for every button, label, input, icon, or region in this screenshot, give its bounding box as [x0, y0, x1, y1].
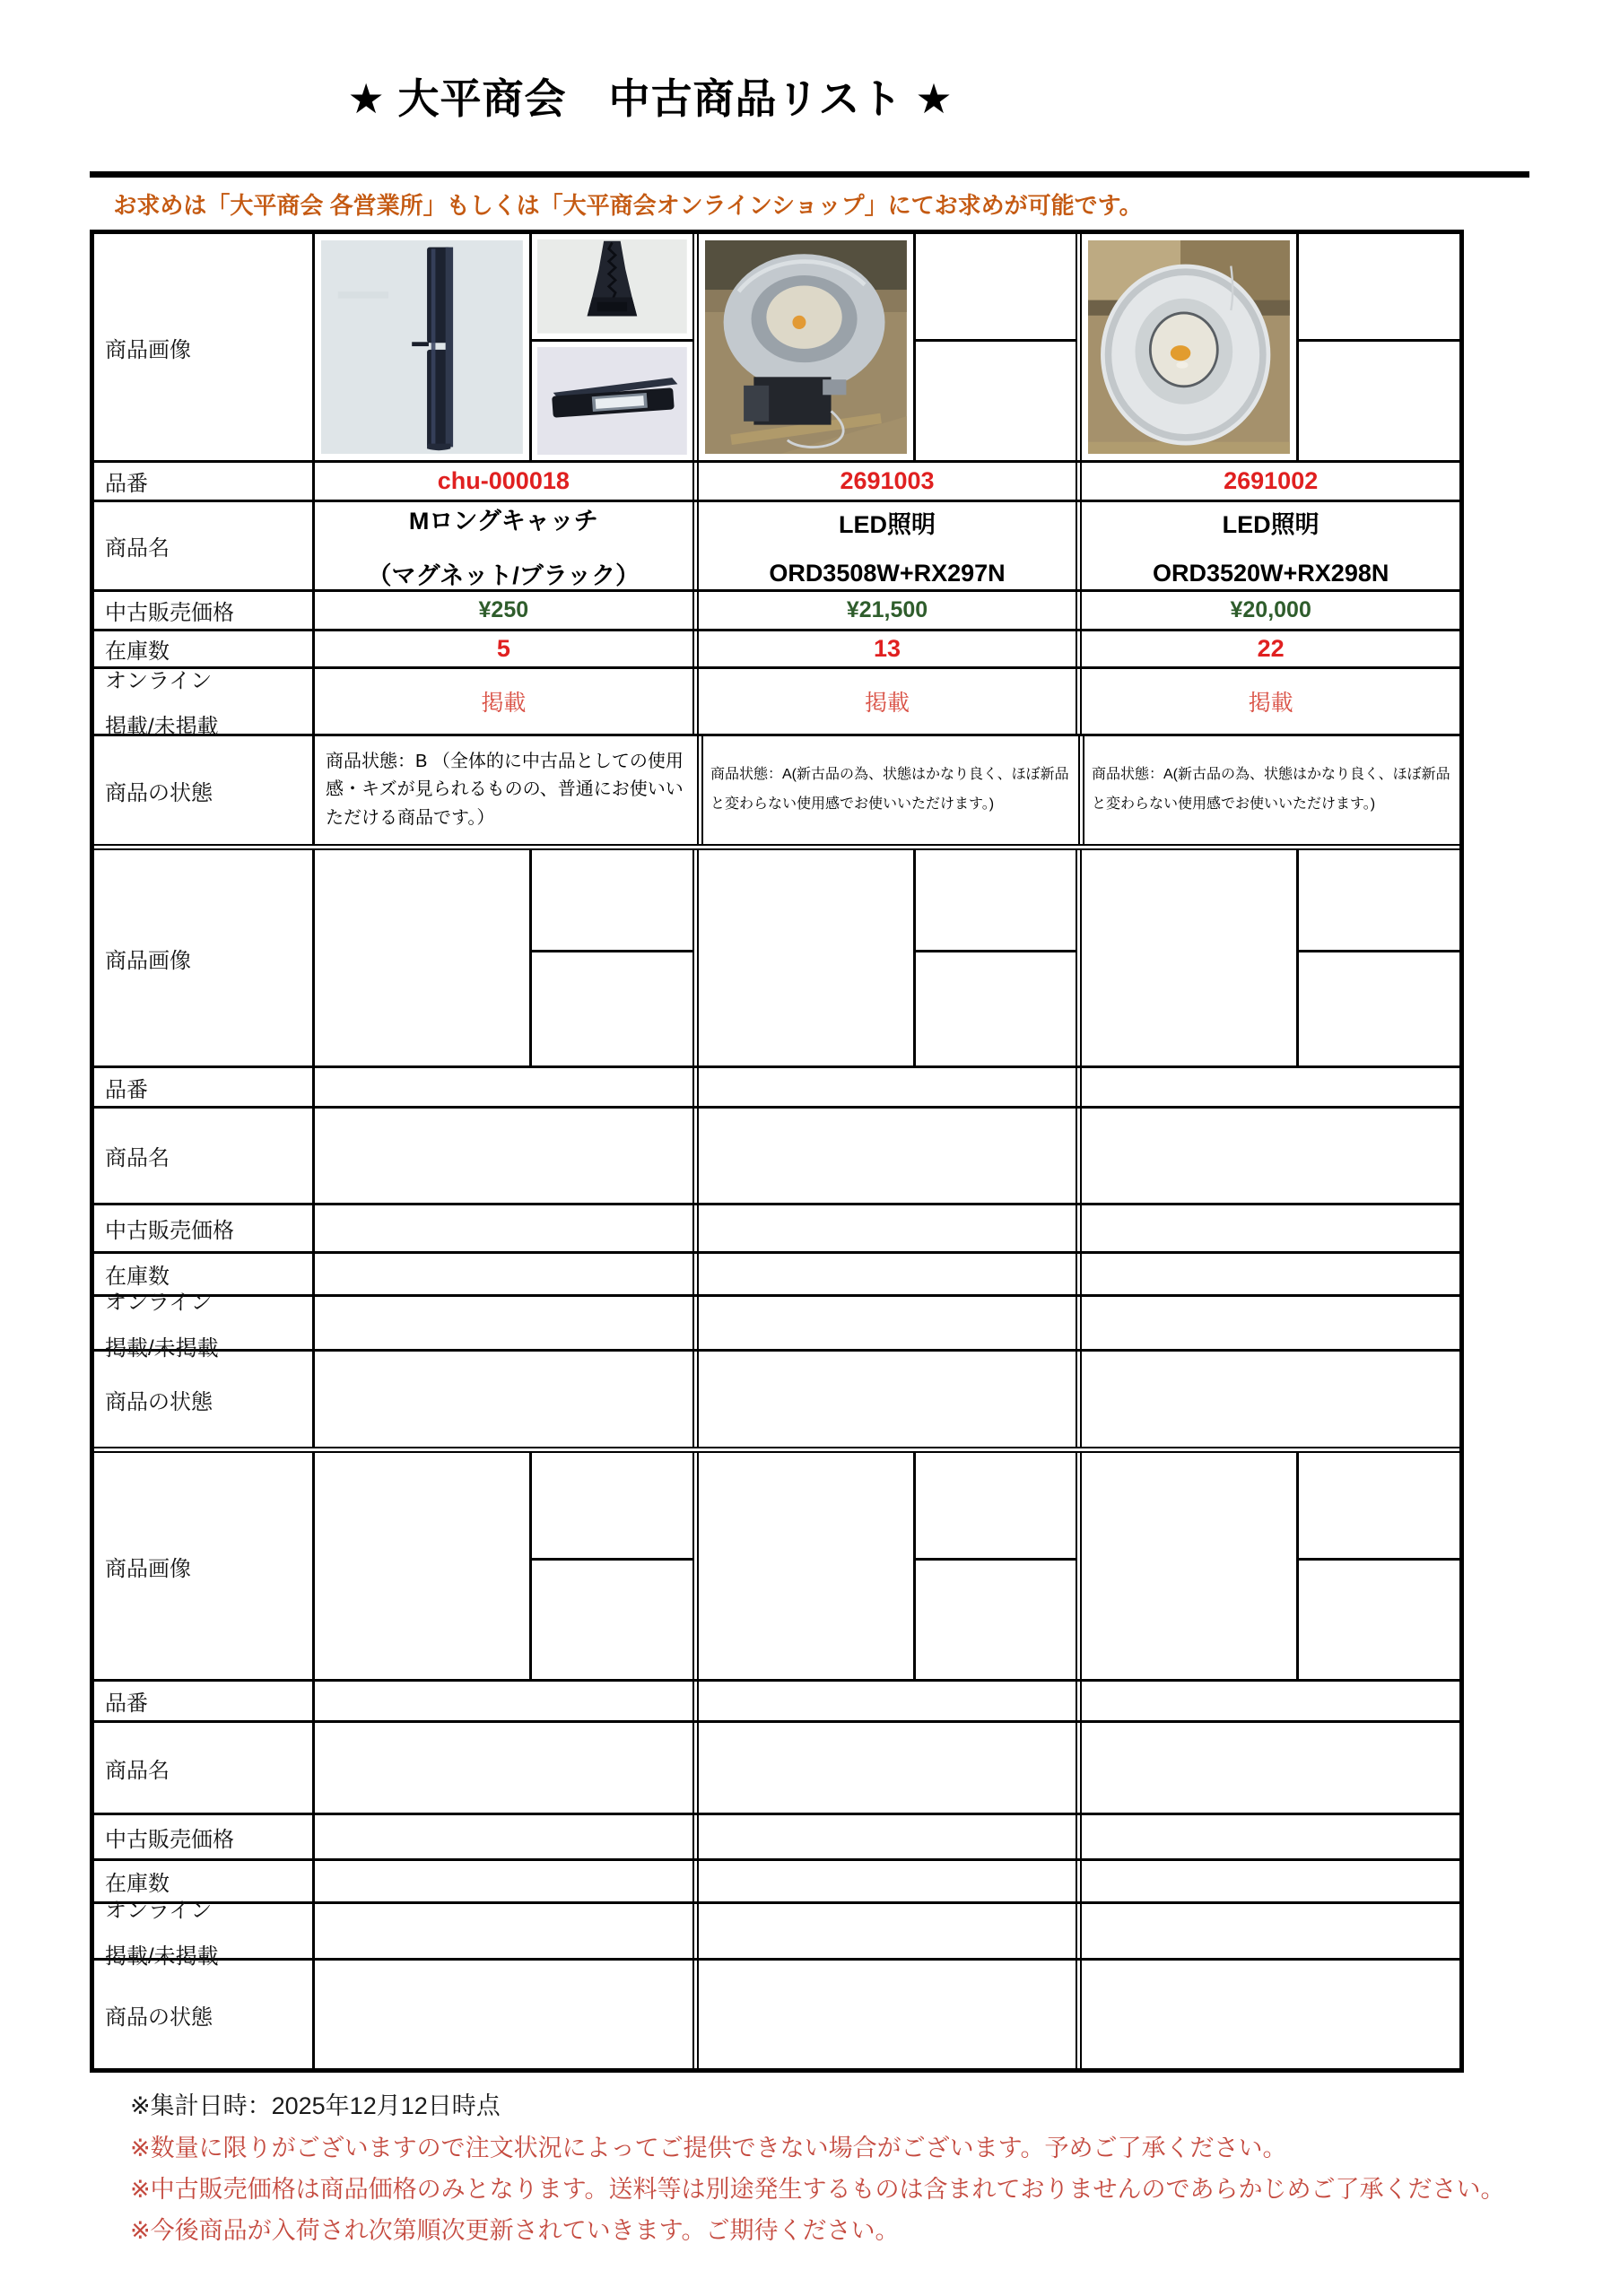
- empty-photo-cell: [1082, 1453, 1299, 1679]
- product2-image-top-empty: [916, 234, 1076, 342]
- empty-cell: [1076, 1205, 1459, 1251]
- empty-cell: [312, 1815, 692, 1858]
- row-part-no-1: [94, 460, 1459, 500]
- magnet-catch-long-bar-photo: [315, 234, 532, 460]
- empty-cell: [1076, 1254, 1459, 1294]
- empty-cell: [692, 1205, 1076, 1251]
- catch-end-view-photo: [532, 234, 692, 342]
- product-name-line2: ORD3520W+RX298N: [1152, 559, 1389, 587]
- row-label-name: 商品名: [105, 1758, 170, 1783]
- product-name-line1: LED照明: [839, 510, 936, 538]
- footer-note-date: ※集計日時：2025年12月12日時点: [130, 2092, 501, 2119]
- empty-photo-cell: [532, 1561, 692, 1679]
- row-part-no-2: [94, 1065, 1459, 1106]
- row-label-condition: 商品の状態: [105, 780, 213, 805]
- product2-image-grid: [699, 234, 1076, 460]
- magnet-clip-photo: [537, 347, 687, 455]
- empty-cell: [692, 1109, 1076, 1203]
- empty-image-cell: [312, 850, 692, 1065]
- empty-cell: [692, 1904, 1076, 1958]
- empty-cell: [1076, 1682, 1459, 1720]
- empty-image-right-column: [916, 1453, 1076, 1679]
- empty-image-right-column: [532, 850, 692, 1065]
- led-downlight-in-box-photo: [699, 234, 916, 460]
- footer-note-quantity: ※数量に限りがございますので注文状況によってご提供できない場合がございます。予めご了承ください。: [130, 2135, 1287, 2161]
- product1-image-right-column: [532, 234, 692, 460]
- empty-cell: [1076, 1961, 1459, 2068]
- stock-value: 13: [692, 631, 1076, 666]
- empty-photo-cell: [916, 1561, 1076, 1679]
- empty-photo-cell: [315, 850, 532, 1065]
- row-label-online-line2: 掲載/未掲載: [105, 1336, 219, 1361]
- empty-photo-cell: [916, 952, 1076, 1065]
- row-label-online-line1: オンライン: [105, 669, 213, 693]
- empty-photo-cell: [532, 952, 692, 1065]
- empty-photo-cell: [1299, 1453, 1459, 1561]
- empty-image-cell: [312, 1453, 692, 1679]
- page-title: ★ 大平商会 中古商品リスト ★: [347, 75, 954, 122]
- led-downlight-front-photo: [1082, 234, 1299, 460]
- row-condition-2: [94, 1349, 1459, 1447]
- empty-cell: [692, 1861, 1076, 1901]
- empty-cell: [692, 1297, 1076, 1349]
- product3-image-bottom-empty: [1299, 342, 1459, 460]
- empty-cell: [1076, 1297, 1459, 1349]
- empty-photo-cell: [1299, 952, 1459, 1065]
- product3-image-right-column: [1299, 234, 1459, 460]
- empty-cell: [312, 1254, 692, 1294]
- empty-cell: [312, 1068, 692, 1106]
- empty-image-right-column: [532, 1453, 692, 1679]
- empty-cell: [312, 1109, 692, 1203]
- row-name-1: [94, 500, 1459, 589]
- empty-cell: [1076, 1109, 1459, 1203]
- empty-cell: [312, 1352, 692, 1447]
- row-product-image-2: [94, 844, 1459, 1065]
- empty-cell: [692, 1815, 1076, 1858]
- page-subtitle: お求めは「大平商会 各営業所」もしくは「大平商会オンラインショップ」にてお求めが可能です。: [113, 192, 1143, 219]
- row-label-online-line1: オンライン: [105, 1899, 213, 1923]
- footer-note-shipping: ※中古販売価格は商品価格のみとなります。送料等は別途発生するものは含まれておりませんのであらかじめご了承ください。: [130, 2176, 1505, 2203]
- empty-cell: [1076, 1723, 1459, 1813]
- part-no-value: 2691002: [1076, 463, 1459, 500]
- row-price-1: [94, 589, 1459, 629]
- empty-image-cell: [1076, 1453, 1459, 1679]
- empty-photo-cell: [1082, 850, 1299, 1065]
- empty-image-grid: [315, 1453, 692, 1679]
- empty-photo-cell: [916, 850, 1076, 952]
- stock-value: 5: [312, 631, 692, 666]
- empty-photo-cell: [315, 1453, 532, 1679]
- empty-cell: [312, 1297, 692, 1349]
- row-label-name: 商品名: [105, 1146, 170, 1170]
- online-status: 掲載: [312, 669, 692, 734]
- empty-image-cell: [692, 1453, 1076, 1679]
- row-label-part-no: 品番: [105, 1077, 148, 1102]
- product-table: [90, 230, 1464, 2073]
- product2-image-bottom-empty: [916, 342, 1076, 460]
- product3-image-cell: [1076, 234, 1459, 460]
- row-stock-2: [94, 1251, 1459, 1294]
- empty-photo-cell: [1299, 1561, 1459, 1679]
- magnet-clip-photo: [532, 342, 692, 460]
- empty-photo-cell: [699, 1453, 916, 1679]
- empty-cell: [312, 1682, 692, 1720]
- title-divider: [90, 171, 1529, 178]
- led-downlight-in-box-photo: [705, 240, 907, 454]
- condition-text: 商品状態：A(新古品の為、状態はかなり良く、ほぼ新品と変わらない使用感でお使いいただけます。): [697, 736, 1078, 844]
- row-price-3: [94, 1813, 1459, 1858]
- empty-cell: [312, 1861, 692, 1901]
- empty-cell: [1076, 1352, 1459, 1447]
- product3-image-top-empty: [1299, 234, 1459, 342]
- product-name-line2: （マグネット/ブラック）: [367, 561, 640, 589]
- price-value: ¥21,500: [692, 592, 1076, 629]
- row-label-condition: 商品の状態: [105, 2005, 213, 2030]
- row-product-image-3: [94, 1447, 1459, 1679]
- row-label-online-line2: 掲載/未掲載: [105, 1944, 219, 1969]
- row-label-online: [94, 1899, 312, 1969]
- product-name: [312, 502, 692, 589]
- row-label-image: 商品画像: [105, 337, 191, 362]
- part-no-value: 2691003: [692, 463, 1076, 500]
- row-label-stock: 在庫数: [105, 1265, 170, 1289]
- product2-image-right-column: [916, 234, 1076, 460]
- empty-image-right-column: [1299, 850, 1459, 1065]
- row-part-no-3: [94, 1679, 1459, 1720]
- condition-text: 商品状態：A(新古品の為、状態はかなり良く、ほぼ新品と変わらない使用感でお使いいただけます。): [1078, 736, 1459, 844]
- row-label-online: [94, 669, 312, 739]
- row-label-part-no: 品番: [105, 472, 148, 496]
- online-status: 掲載: [692, 669, 1076, 734]
- row-online-3: [94, 1899, 1459, 1969]
- product1-image-cell: [312, 234, 692, 460]
- row-online-1: [94, 666, 1459, 739]
- online-status: 掲載: [1076, 669, 1459, 734]
- product-name: [1076, 502, 1459, 589]
- product-name-line2: ORD3508W+RX297N: [769, 559, 1006, 587]
- row-name-2: [94, 1106, 1459, 1203]
- empty-image-grid: [1082, 850, 1459, 1065]
- empty-photo-cell: [916, 1453, 1076, 1561]
- empty-cell: [692, 1723, 1076, 1813]
- row-stock-1: [94, 629, 1459, 666]
- empty-cell: [312, 1205, 692, 1251]
- empty-cell: [312, 1723, 692, 1813]
- empty-photo-cell: [532, 1453, 692, 1561]
- empty-photo-cell: [699, 850, 916, 1065]
- empty-cell: [1076, 1068, 1459, 1106]
- row-label-stock: 在庫数: [105, 1872, 170, 1896]
- empty-photo-cell: [1299, 850, 1459, 952]
- empty-image-grid: [315, 850, 692, 1065]
- empty-cell: [312, 1961, 692, 2068]
- empty-cell: [1076, 1861, 1459, 1901]
- empty-cell: [692, 1068, 1076, 1106]
- empty-image-cell: [1076, 850, 1459, 1065]
- row-price-2: [94, 1203, 1459, 1251]
- empty-image-right-column: [916, 850, 1076, 1065]
- empty-cell: [692, 1254, 1076, 1294]
- row-label-image: 商品画像: [105, 1556, 191, 1581]
- product-name-line1: Mロングキャッチ: [408, 507, 598, 535]
- led-downlight-front-photo: [1088, 240, 1290, 454]
- row-label-online-line1: オンライン: [105, 1291, 213, 1315]
- product-name: [692, 502, 1076, 589]
- row-condition-1: [94, 734, 1459, 844]
- row-label-image: 商品画像: [105, 948, 191, 973]
- row-name-3: [94, 1720, 1459, 1813]
- empty-cell: [692, 1961, 1076, 2068]
- product2-image-cell: [692, 234, 1076, 460]
- row-label-price: 中古販売価格: [105, 601, 234, 625]
- condition-text: 商品状態：B （全体的に中古品としての使用感・キズが見られるものの、普通にお使いいただける商品です。）: [312, 736, 697, 844]
- price-value: ¥250: [312, 592, 692, 629]
- row-label-stock: 在庫数: [105, 639, 170, 664]
- row-stock-3: [94, 1858, 1459, 1901]
- row-label-price: 中古販売価格: [105, 1219, 234, 1243]
- product3-image-grid: [1082, 234, 1459, 460]
- product-name-line1: LED照明: [1222, 510, 1320, 538]
- empty-image-grid: [699, 1453, 1076, 1679]
- row-label-online-line2: 掲載/未掲載: [105, 715, 219, 739]
- empty-cell: [1076, 1815, 1459, 1858]
- row-label-condition: 商品の状態: [105, 1389, 213, 1414]
- row-condition-3: [94, 1958, 1459, 2068]
- stock-value: 22: [1076, 631, 1459, 666]
- empty-photo-cell: [532, 850, 692, 952]
- empty-image-grid: [1082, 1453, 1459, 1679]
- row-label-price: 中古販売価格: [105, 1827, 234, 1852]
- product1-image-grid: [315, 234, 692, 460]
- empty-cell: [692, 1682, 1076, 1720]
- row-label-name: 商品名: [105, 536, 170, 561]
- catch-end-view-photo: [537, 239, 687, 334]
- empty-image-cell: [692, 850, 1076, 1065]
- row-online-2: [94, 1291, 1459, 1361]
- empty-image-grid: [699, 850, 1076, 1065]
- empty-cell: [1076, 1904, 1459, 1958]
- empty-cell: [692, 1352, 1076, 1447]
- price-value: ¥20,000: [1076, 592, 1459, 629]
- empty-image-right-column: [1299, 1453, 1459, 1679]
- empty-cell: [312, 1904, 692, 1958]
- magnet-catch-long-bar-photo: [321, 240, 523, 454]
- footer-note-update: ※今後商品が入荷され次第順次更新されていきます。ご期待ください。: [130, 2217, 900, 2244]
- row-label-online: [94, 1291, 312, 1361]
- part-no-value: chu-000018: [312, 463, 692, 500]
- row-label-part-no: 品番: [105, 1692, 148, 1716]
- row-product-image-1: [94, 234, 1459, 460]
